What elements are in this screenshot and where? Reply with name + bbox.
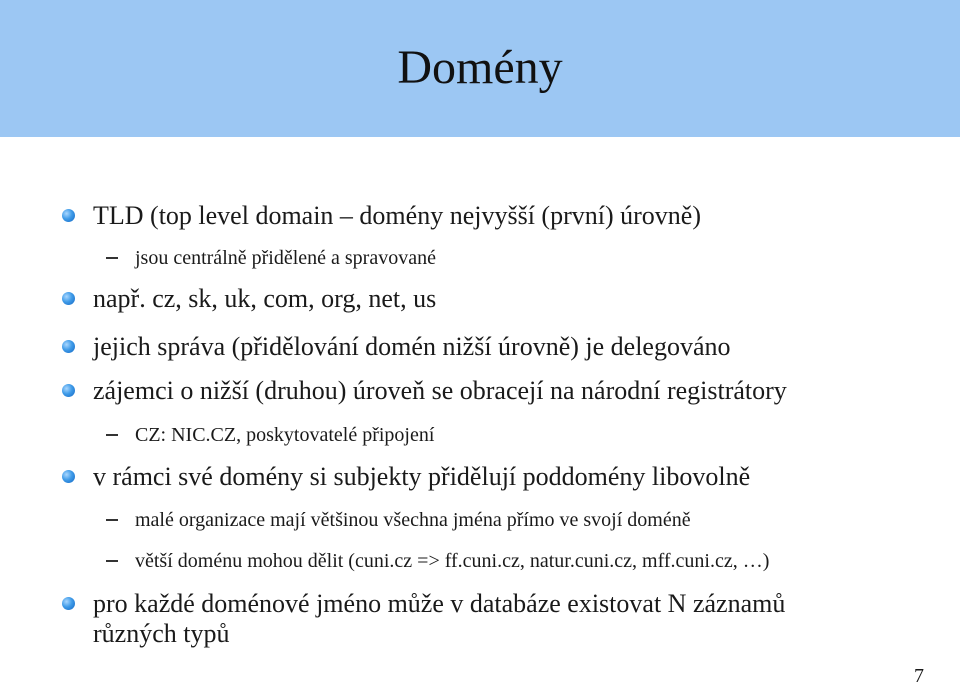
bullet-icon bbox=[62, 470, 75, 483]
sub-bullet-text: malé organizace mají většinou všechna jména přímo ve svojí doméně bbox=[135, 509, 691, 531]
dash-icon bbox=[106, 434, 118, 436]
bullet-icon bbox=[62, 597, 75, 610]
bullet-text: pro každé doménové jméno může v databáze existovat N záznamů bbox=[93, 589, 786, 618]
bullet-text-continuation: různých typů bbox=[93, 619, 230, 648]
bullet-text: zájemci o nižší (druhou) úroveň se obracejí na národní registrátory bbox=[93, 376, 787, 405]
sub-bullet-text: CZ: NIC.CZ, poskytovatelé připojení bbox=[135, 424, 435, 446]
slide-title: Domény bbox=[397, 41, 563, 94]
bullet-icon bbox=[62, 340, 75, 353]
dash-icon bbox=[106, 519, 118, 521]
bullet-icon bbox=[62, 209, 75, 222]
sub-bullet-text: větší doménu mohou dělit (cuni.cz => ff.cuni.cz, natur.cuni.cz, mff.cuni.cz, …) bbox=[135, 550, 770, 572]
bullet-icon bbox=[62, 384, 75, 397]
bullet-text: jejich správa (přidělování domén nižší úrovně) je delegováno bbox=[93, 332, 731, 361]
dash-icon bbox=[106, 257, 118, 259]
bullet-text: např. cz, sk, uk, com, org, net, us bbox=[93, 284, 437, 313]
bullet-text: v rámci své domény si subjekty přidělují poddomény libovolně bbox=[93, 462, 751, 491]
bullet-icon bbox=[62, 292, 75, 305]
bullet-text: TLD (top level domain – domény nejvyšší (první) úrovně) bbox=[93, 201, 701, 230]
page-number: 7 bbox=[914, 665, 924, 687]
dash-icon bbox=[106, 560, 118, 562]
sub-bullet-text: jsou centrálně přidělené a spravované bbox=[135, 247, 436, 269]
